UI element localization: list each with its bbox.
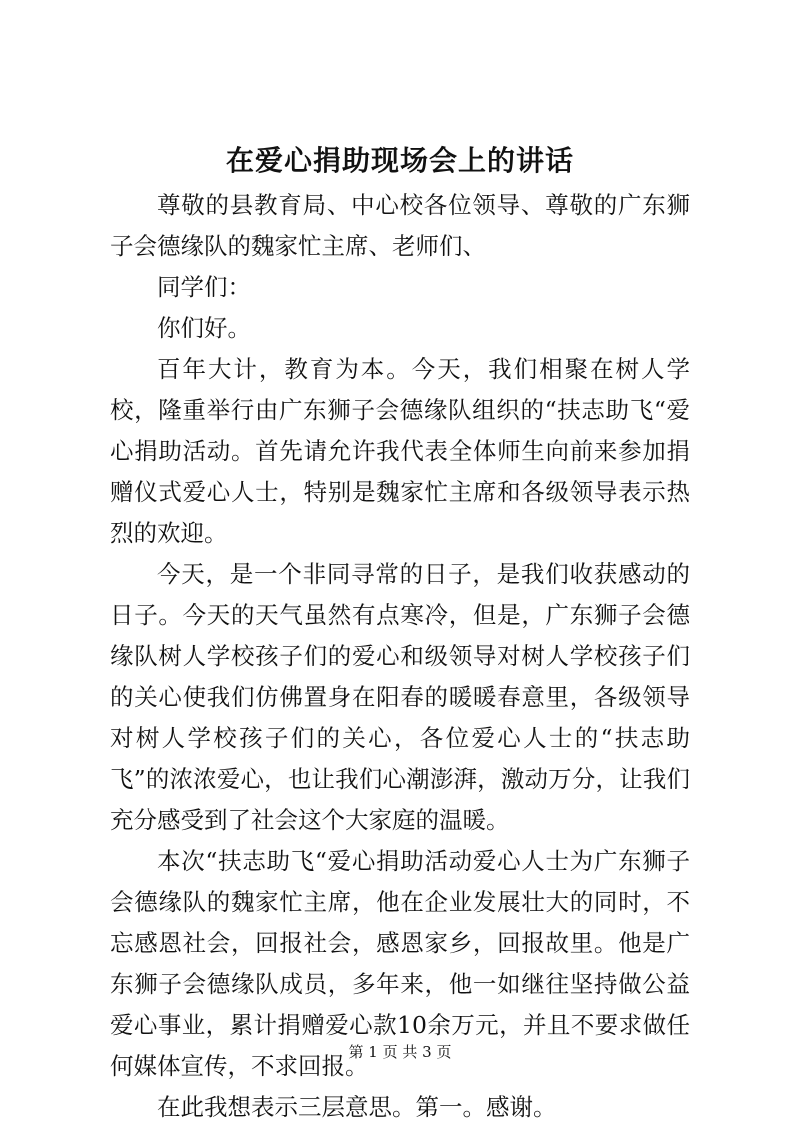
paragraph-welcome: 百年大计，教育为本。今天，我们相聚在树人学校，隆重举行由广东狮子会德缘队组织的“扶志助飞“爱心捐助活动。首先请允许我代表全体师生向前来参加捐赠仪式爱心人士，特别是魏家忙主席和各级领导表示热烈的欢迎。 <box>110 355 690 547</box>
paragraph-salutation: 尊敬的县教育局、中心校各位领导、尊敬的广东狮子会德缘队的魏家忙主席、老师们、 <box>110 191 690 260</box>
paragraph-today: 今天，是一个非同寻常的日子，是我们收获感动的日子。今天的天气虽然有点寒冷，但是，广东狮子会德缘队树人学校孩子们的爱心和级领导对树人学校孩子们的关心使我们仿佛置身在阳春的暖暖春意里，各级领导对树人学校孩子们的关心，各位爱心人士的“扶志助飞”的浓浓爱心，也让我们心潮澎湃，激动万分，让我们充分感受到了社会这个大家庭的温暖。 <box>110 560 690 834</box>
paragraph-greeting: 你们好。 <box>157 314 251 342</box>
document-title: 在爱心捐助现场会上的讲话 <box>225 144 574 177</box>
page-number-footer: 第 1 页 共 3 页 <box>348 1043 452 1061</box>
paragraph-students: 同学们： <box>157 273 251 301</box>
document-body <box>110 185 690 1128</box>
paragraph-intent: 在此我想表示三层意思。第一。感谢。 <box>157 1093 557 1121</box>
paragraph-donor: 本次“扶志助飞“爱心捐助活动爱心人士为广东狮子会德缘队的魏家忙主席，他在企业发展壮大的同时，不忘感恩社会，回报社会，感恩家乡，回报故里。他是广东狮子会德缘队成员，多年来，他一如继往坚持做公益爱心事业，累计捐赠爱心款10余万元，并且不要求做任何媒体宣传，不求回报。 <box>110 847 690 1080</box>
